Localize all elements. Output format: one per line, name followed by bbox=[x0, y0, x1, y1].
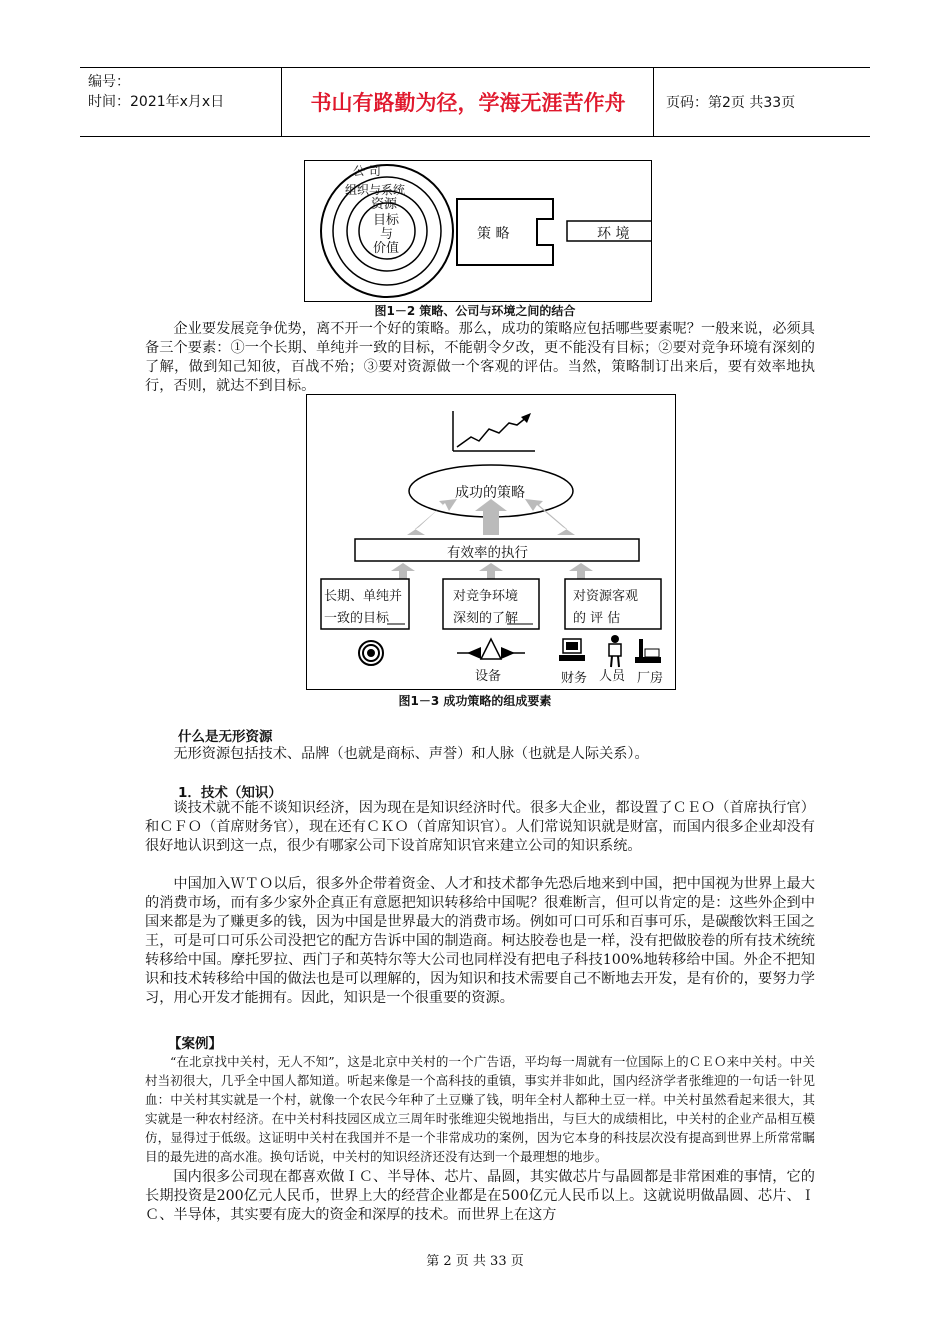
execution-label: 有效率的执行 bbox=[447, 545, 528, 561]
paragraph-strategy-elements: 企业要发展竞争优势，离不开一个好的策略。那么，成功的策略应包括哪些要素呢？一般来说，必须具备三个要素：①一个长期、单纯并一致的目标，不能朝令夕改，更不能没有目标；②要对竞争环境有深刻的了解，做到知己知彼，百战不殆；③要对资源做一个客观的评估。当然，策略制订出来后，要有效率地执行，否则，就达不到目标。 bbox=[145, 321, 815, 394]
success-strategy-label: 成功的策略 bbox=[455, 485, 525, 501]
box-goal-line2: 一致的目标 bbox=[324, 611, 390, 626]
arrow-down-right bbox=[569, 563, 593, 579]
ring-resource-label: 资源 bbox=[371, 197, 398, 212]
paragraph-case-zhongguancun: “在北京找中关村，无人不知”，这是北京中关村的一个广告语，平均每一周就有一位国际上的ＣＥＯ来中关村。中关村当初很大，几乎全中国人都知道。听起来像是一个高科技的重镇，事实并非如此，国内经济学者张维迎的一句话一针见血：中关村其实就是一个村，就像一个农民今年种了土豆赚了钱，明年全村人都种土豆一样。中关村虽然看起来很大，其实就是一种农村经济。在中关村科技园区成立三周年时张维迎尖锐地指出，与巨大的成绩相比，中关村的企业产品相互模仿，显得过于低级。这证明中关村在我国并不是一个非常成功的案例，因为它本身的科技层次没有提高到世界上所常常瞩目的最先进的高水准。换句话说，中关村的知识经济还没有达到一个最理想的地步。 bbox=[145, 1054, 815, 1164]
equipment-label: 设备 bbox=[475, 669, 502, 684]
computer-icon bbox=[559, 639, 585, 661]
personnel-label: 人员 bbox=[599, 669, 626, 684]
finance-label: 财务 bbox=[561, 671, 588, 686]
person-icon bbox=[609, 635, 621, 667]
box-environment-line1: 对竞争环境 bbox=[453, 589, 519, 604]
header-meta bbox=[80, 68, 282, 136]
growth-chart-icon bbox=[453, 411, 535, 451]
core-goal-line3: 价值 bbox=[373, 241, 400, 256]
figure-success-strategy-elements bbox=[306, 394, 676, 690]
box-resource-line2: 的 评 估 bbox=[573, 611, 621, 626]
strategy-label: 策 略 bbox=[477, 226, 510, 242]
page-footer: 第 2 页 共 33 页 bbox=[426, 1254, 524, 1269]
page-header bbox=[80, 67, 870, 137]
header-number: 编号： bbox=[88, 74, 130, 90]
header-page-number: 页码：第2页 共33页 bbox=[666, 95, 796, 111]
header-date: 时间：2021年x月x日 bbox=[88, 94, 225, 110]
header-motto: 书山有路勤为径，学海无涯苦作舟 bbox=[283, 68, 654, 136]
arrow-down-left bbox=[391, 563, 415, 579]
figure2-caption: 图1－3 成功策略的组成要素 bbox=[398, 694, 552, 708]
paragraph-chips-wafers: 国内很多公司现在都喜欢做ＩＣ、半导体、芯片、晶圆，其实做芯片与晶圆都是非常困难的事情，它的长期投资是200亿元人民币，世界上大的经营企业都是在500亿元人民币以上。这就说明做晶圆、芯片、ＩＣ、半导体，其实要有庞大的资金和深厚的技术。而世界上在这方 bbox=[145, 1169, 815, 1223]
section-title-intangible: 什么是无形资源 bbox=[178, 729, 273, 745]
box-resource-line1: 对资源客观 bbox=[573, 589, 639, 604]
paragraph-intangible: 无形资源包括技术、品牌（也就是商标、声誉）和人脉（也就是人际关系）。 bbox=[173, 746, 649, 762]
target-icon bbox=[359, 641, 383, 665]
ring-company-label: 公 司 bbox=[353, 164, 381, 178]
core-goal-line2: 与 bbox=[380, 227, 394, 242]
figure-strategy-company-environment bbox=[304, 160, 652, 302]
factory-label: 厂房 bbox=[637, 671, 664, 686]
box-environment-line2: 深刻的了解 bbox=[453, 611, 519, 626]
case-title: 【案例】 bbox=[168, 1036, 222, 1052]
subsection-title-technology: 1．技术（知识） bbox=[178, 785, 282, 801]
factory-icon bbox=[635, 639, 661, 663]
box-goal-line1: 长期、单纯并 bbox=[324, 589, 403, 604]
equipment-icon bbox=[457, 639, 525, 659]
ring-organization-label: 组织与系统 bbox=[345, 183, 406, 197]
paragraph-foreign-companies: 中国加入ＷＴＯ以后，很多外企带着资金、人才和技术都争先恐后地来到中国，把中国视为世界上最大的消费市场，而有多少家外企真正有意愿把知识转移给中国呢？很难断言，但可以肯定的是：这些外企到中国来都是为了赚更多的钱，因为中国是世界最大的消费市场。例如可口可乐和百事可乐，是碳酸饮料王国之王，可是可口可乐公司没把它的配方告诉中国的制造商。柯达胶卷也是一样，没有把做胶卷的所有技术统统转移给中国。摩托罗拉、西门子和英特尔等大公司也同样没有把电子科技100%地转移给中国。外企不把知识和技术转移给中国的做法也是可以理解的，因为知识和技术需要自己不断地去开发，是有价的，要努力学习，用心开发才能拥有。因此，知识是一个很重要的资源。 bbox=[145, 876, 815, 1006]
arrow-down-center bbox=[479, 563, 503, 579]
figure1-caption: 图1－2 策略、公司与环境之间的结合 bbox=[374, 304, 576, 318]
paragraph-knowledge-economy: 谈技术就不能不谈知识经济，因为现在是知识经济时代。很多大企业，都设置了ＣＥＯ（首席执行官）和ＣＦＯ（首席财务官），现在还有ＣＫＯ（首席知识官）。人们常说知识就是财富，而国内很多企业却没有很好地认识到这一点，很少有哪家公司下设首席知识官来建立公司的知识系统。 bbox=[145, 800, 815, 854]
core-goal-line1: 目标 bbox=[373, 213, 400, 228]
environment-label: 环 境 bbox=[597, 226, 630, 242]
